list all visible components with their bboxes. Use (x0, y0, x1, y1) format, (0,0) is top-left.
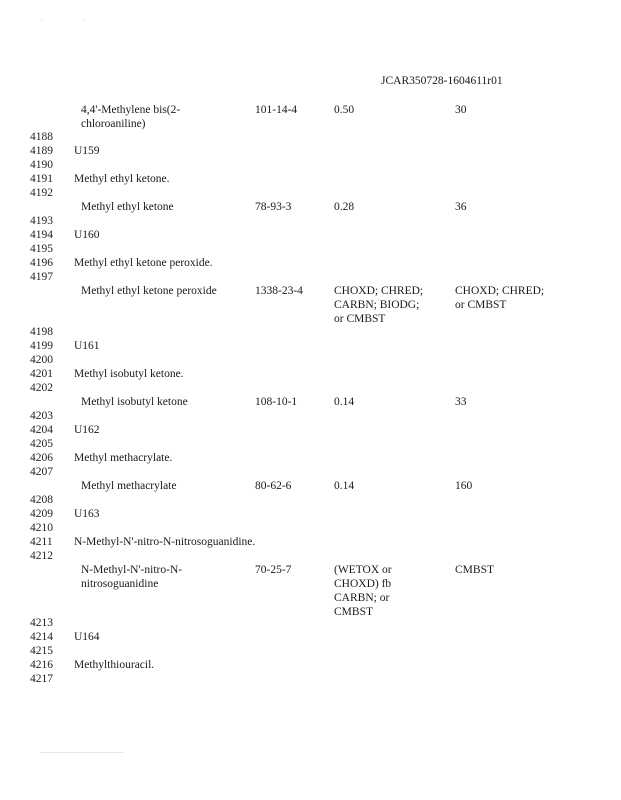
line-number: 4195 (30, 243, 53, 255)
line-number: 4207 (30, 466, 53, 478)
line-number: 4211 (30, 536, 53, 548)
line-number: 4210 (30, 522, 53, 534)
line-number: 4215 (30, 645, 53, 657)
waste-code: U164 (74, 631, 100, 643)
section-heading: Methylthiouracil. (74, 659, 155, 671)
row-cas: 80-62-6 (255, 480, 292, 492)
line-number: 4212 (30, 550, 53, 562)
row-name-continued: chloroaniline) (81, 118, 146, 130)
faint-mark: · (40, 15, 44, 26)
waste-code: U163 (74, 508, 100, 520)
row-name: Methyl methacrylate (81, 480, 177, 492)
line-number: 4188 (30, 131, 53, 143)
waste-code: U159 (74, 145, 100, 157)
row-cas: 1338-23-4 (255, 285, 303, 297)
line-number: 4204 (30, 424, 53, 436)
line-number: 4196 (30, 257, 53, 269)
line-number: 4214 (30, 631, 53, 643)
row-cas: 101-14-4 (255, 104, 298, 116)
line-number: 4200 (30, 354, 53, 366)
row-nonwastewater: CHOXD; CHRED; (455, 285, 545, 297)
footer-rule (40, 752, 124, 753)
row-wastewater: 0.14 (334, 480, 355, 492)
document-id: JCAR350728-1604611r01 (381, 75, 503, 87)
row-wastewater: 0.28 (334, 201, 355, 213)
row-cas: 70-25-7 (255, 564, 292, 576)
row-name: N-Methyl-N'-nitro-N- (81, 564, 183, 576)
row-name: Methyl ethyl ketone peroxide (81, 285, 217, 297)
line-number: 4190 (30, 159, 53, 171)
section-heading: N-Methyl-N'-nitro-N-nitrosoguanidine. (74, 536, 256, 548)
row-nonwastewater: 30 (455, 104, 467, 116)
row-nonwastewater: 160 (455, 480, 473, 492)
line-number: 4216 (30, 659, 53, 671)
line-number: 4192 (30, 187, 53, 199)
row-wastewater-continued: CARBN; BIODG; (334, 299, 420, 311)
row-name: 4,4'-Methylene bis(2- (81, 104, 181, 116)
line-number: 4194 (30, 229, 53, 241)
line-number: 4201 (30, 368, 53, 380)
line-number: 4189 (30, 145, 53, 157)
row-wastewater: 0.50 (334, 104, 355, 116)
row-nonwastewater: 36 (455, 201, 467, 213)
line-number: 4205 (30, 438, 53, 450)
row-wastewater: (WETOX or (334, 564, 392, 576)
line-number: 4199 (30, 340, 53, 352)
row-wastewater-continued: CHOXD) fb (334, 578, 392, 590)
row-cas: 78-93-3 (255, 201, 292, 213)
line-number: 4203 (30, 410, 53, 422)
faint-mark: · (82, 15, 86, 26)
row-name: Methyl isobutyl ketone (81, 396, 188, 408)
section-heading: Methyl ethyl ketone peroxide. (74, 257, 213, 269)
row-name: Methyl ethyl ketone (81, 201, 174, 213)
waste-code: U161 (74, 340, 100, 352)
line-number: 4217 (30, 673, 53, 685)
section-heading: Methyl ethyl ketone. (74, 173, 170, 185)
line-number: 4209 (30, 508, 53, 520)
waste-code: U160 (74, 229, 100, 241)
row-nonwastewater: CMBST (455, 564, 494, 576)
row-wastewater: 0.14 (334, 396, 355, 408)
line-number: 4197 (30, 271, 53, 283)
section-heading: Methyl isobutyl ketone. (74, 368, 184, 380)
line-number: 4191 (30, 173, 53, 185)
line-number: 4202 (30, 382, 53, 394)
line-number: 4193 (30, 215, 53, 227)
waste-code: U162 (74, 424, 100, 436)
line-number: 4206 (30, 452, 53, 464)
row-wastewater-continued: CARBN; or (334, 592, 390, 604)
row-wastewater: CHOXD; CHRED; (334, 285, 424, 297)
line-number: 4198 (30, 326, 53, 338)
row-wastewater-continued: CMBST (334, 606, 373, 618)
row-name-continued: nitrosoguanidine (81, 578, 159, 590)
line-number: 4208 (30, 494, 53, 506)
section-heading: Methyl methacrylate. (74, 452, 173, 464)
row-nonwastewater: 33 (455, 396, 467, 408)
row-wastewater-continued: or CMBST (334, 313, 386, 325)
row-nonwastewater-continued: or CMBST (455, 299, 507, 311)
line-number: 4213 (30, 617, 53, 629)
row-cas: 108-10-1 (255, 396, 298, 408)
